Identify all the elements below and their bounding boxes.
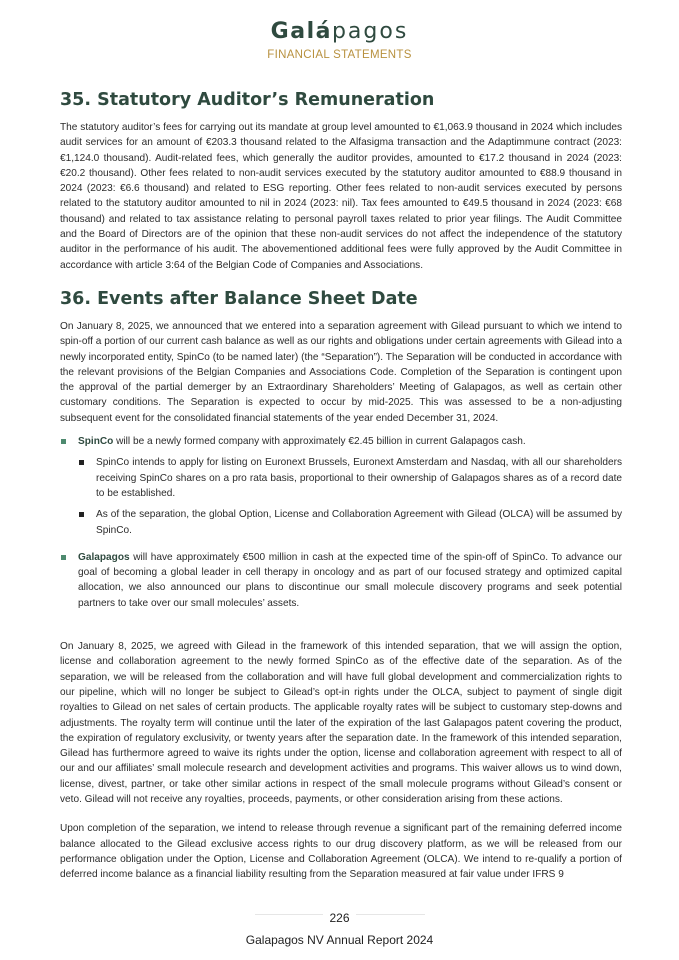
sub-list-item: SpinCo intends to apply for listing on Euronext Brussels, Euronext Amsterdam and Nasdaq, with all our shareholders receiving SpinCo shares on a pro rata basis, proportional to their ownership of Galapagos shares as of a record date to be established. xyxy=(78,455,622,501)
section-36-title: 36. Events after Balance Sheet Date xyxy=(60,288,418,309)
bullet-text: will have approximately €500 million in cash at the expected time of the spin-off of SpinCo. To advance our goal of becoming a global leader in cell therapy in oncology and as part of our focused strategy and optimized capital allocation, we also announced our plans to discontinue our small molecule discovery programs and seek potential partners to take over our small molecules’ assets. xyxy=(78,551,622,609)
bullet-keyword: SpinCo xyxy=(78,436,114,448)
logo-light-part: pagos xyxy=(331,19,409,44)
bullet-text: will be a newly formed company with approximately €2.45 billion in current Galapagos cash. xyxy=(113,436,526,448)
header-subtitle: FINANCIAL STATEMENTS xyxy=(267,49,412,61)
company-logo xyxy=(0,18,679,46)
logo-bold-part: Galá xyxy=(270,19,332,44)
page-number: 226 xyxy=(323,911,355,925)
page-content xyxy=(60,88,622,882)
list-item-spinco xyxy=(60,434,622,538)
bullet-list xyxy=(60,434,622,611)
bullet-keyword: Galapagos xyxy=(78,551,130,563)
page-footer xyxy=(0,908,679,947)
section-36-paragraph-3: Upon completion of the separation, we intend to release through revenue a significant part of the remaining deferred income balance allocated to the Gilead exclusive access rights to our drug discovery platform, as we will be released from our performance obligation under the Option, License and Collaboration Agreement (OLCA). We intend to re-qualify a portion of deferred income balance as a financial liability resulting from the Separation measured at fair value under IFRS 9 xyxy=(60,823,622,881)
sub-list-item: As of the separation, the global Option, License and Collaboration Agreement with Gilead (OLCA) will be assumed by SpinCo. xyxy=(78,507,622,538)
sub-bullet-list xyxy=(78,455,622,537)
report-title: Galapagos NV Annual Report 2024 xyxy=(245,933,434,947)
page-header xyxy=(0,18,679,61)
section-36-intro: On January 8, 2025, we announced that we entered into a separation agreement with Gilead pursuant to which we intend to spin-off a portion of our current cash balance as well as our rights and obligations under certain agreements with Gilead into a newly incorporated entity, SpinCo (to be named later) (the “Separation”). The Separation will be conducted in accordance with the relevant provisions of the Belgian Companies and Associations Code. Completion of the Separation is contingent upon the approval of the partial demerger by an Extraordinary Shareholders’ Meeting of Galapagos, as well as certain other customary conditions. The Separation is expected to occur by mid-2025. This was assessed to be a non-adjusting subsequent event for the consolidated financial statements of the year ended December 31, 2024. xyxy=(60,320,622,424)
section-35 xyxy=(60,88,622,273)
section-35-paragraph: The statutory auditor’s fees for carrying out its mandate at group level amounted to €1,063.9 thousand in 2024 which includes audit services for an amount of €203.3 thousand related to the Alfasigma transaction and the Adaptimmune contract (2023: €1,124.0 thousand). Audit-related fees, which generally the auditor provides, amounted to €17.2 thousand in 2024 (2023: €20.2 thousand). Other fees related to non-audit services executed by the statutory auditor amounted to €88.9 thousand in 2024 (2023: €6.6 thousand) and related to ESG reporting. Other fees related to non-audit services executed by persons related to the statutory auditor amounted to nil in 2024 (2023: nil). Tax fees amounted to €49.5 thousand in 2024 (2023: €68 thousand) and related to tax assistance relating to personal payroll taxes related to prior year filings. The Audit Committee and the Board of Directors are of the opinion that these non-audit services do not affect the independence of the statutory auditor in the performance of his audit. The abovementioned additional fees were fully approved by the Audit Committee in accordance with article 3:64 of the Belgian Code of Companies and Associations. xyxy=(60,122,622,271)
section-36 xyxy=(60,287,622,883)
spacer xyxy=(60,807,622,821)
section-36-paragraph-2: On January 8, 2025, we agreed with Gilead in the framework of this intended separation, that we will assign the option, license and collaboration agreement to the newly formed SpinCo as of the effective date of the separation. As of the separation, we will be released from the collaboration and will have full global development and commercialization rights to our pipeline, which will no longer be subject to Gilead’s opt-in rights under the OLCA, subject to payment of single digit royalties to Gilead on net sales of certain products. The applicable royalty rates will be subject to customary step-downs and adjustments. The royalty term will continue until the later of the expiration of the last Galapagos patent covering the product, the expiration of regulatory exclusivity, or twenty years after the separation date. In the framework of this intended separation, Gilead has furthermore agreed to waive its rights under the option, license and collaboration agreement with respect to all of our and our affiliates’ small molecule research and development activities and programs. This waiver allows us to wind down, license, divest, partner, or take other similar actions in respect of the small molecule programs without Gilead’s consent or veto. Gilead will not receive any royalties, proceeds, payments, or other consideration arising from these actions. xyxy=(60,641,622,805)
section-35-title: 35. Statutory Auditor’s Remuneration xyxy=(60,90,435,110)
spacer xyxy=(60,623,622,639)
list-item-galapagos xyxy=(60,550,622,611)
